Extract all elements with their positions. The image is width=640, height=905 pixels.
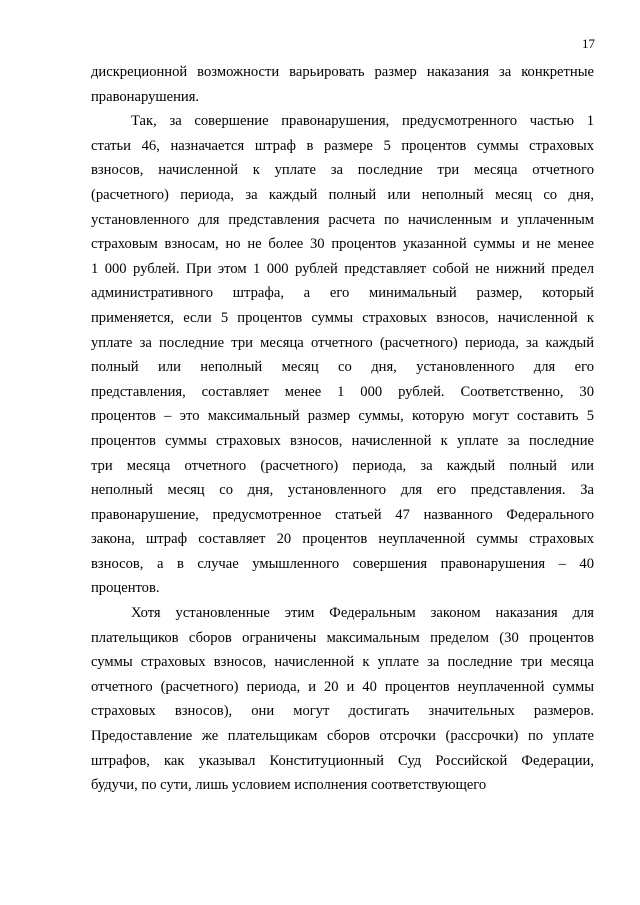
- text-line: применяется, если 5 процентов суммы страховых взносов, начисленной к: [91, 309, 594, 326]
- text-line: штрафов, как указывал Конституционный Суд Российской Федерации,: [91, 752, 594, 769]
- text-line: будучи, по сути, лишь условием исполнения соответствующего: [91, 777, 487, 794]
- paragraph: [91, 601, 594, 798]
- text-line: три месяца отчетного (расчетного) периода, за каждый полный или: [91, 457, 594, 474]
- text-line: процентов – это максимальный размер суммы, которую могут составить 5: [91, 408, 594, 425]
- page-number: 17: [582, 36, 595, 51]
- text-line: правонарушения.: [91, 88, 200, 105]
- text-line: закона, штраф составляет 20 процентов неуплаченной суммы страховых: [91, 531, 594, 548]
- text-line: статьи 46, назначается штраф в размере 5 процентов суммы страховых: [91, 137, 594, 154]
- text-line: суммы страховых взносов, начисленной к уплате за последние три месяца: [91, 654, 594, 671]
- text-line: установленного для представления расчета по начисленным и уплаченным: [91, 211, 594, 228]
- paragraph: [91, 109, 594, 601]
- text-line: процентов.: [91, 580, 160, 597]
- text-line: уплате за последние три месяца отчетного (расчетного) периода, за каждый: [91, 334, 594, 351]
- text-line: плательщиков сборов ограничены максимальным пределом (30 процентов: [91, 629, 594, 646]
- text-line: (расчетного) периода, за каждый полный или неполный месяц со дня,: [91, 186, 594, 203]
- text-line: взносов, а в случае умышленного совершения правонарушения – 40: [91, 555, 594, 572]
- text-line: представления, составляет менее 1 000 рублей. Соответственно, 30: [91, 383, 594, 400]
- text-line: процентов суммы страховых взносов, начисленной к уплате за последние: [91, 432, 594, 449]
- text-line: неполный месяц со дня, установленного для его представления. За: [91, 482, 594, 499]
- text-line: административного штрафа, а его минимальный размер, который: [91, 285, 594, 302]
- text-line: правонарушение, предусмотренное статьей 47 названного Федерального: [91, 506, 594, 523]
- text-line: 1 000 рублей. При этом 1 000 рублей представляет собой не нижний предел: [91, 260, 594, 277]
- paragraph: [91, 60, 594, 109]
- text-line: Хотя установленные этим Федеральным законом наказания для: [131, 605, 594, 622]
- text-line: взносов, начисленной к уплате за последние три месяца отчетного: [91, 162, 594, 179]
- text-line: дискреционной возможности варьировать размер наказания за конкретные: [91, 64, 594, 80]
- text-line: страховых взносов), они могут достигать значительных размеров.: [91, 703, 594, 720]
- text-line: Так, за совершение правонарушения, предусмотренного частью 1: [131, 113, 594, 130]
- text-line: полный или неполный месяц со дня, установленного для его: [91, 359, 594, 376]
- text-line: страховым взносам, но не более 30 процентов указанной суммы и не менее: [91, 236, 594, 253]
- text-line: Предоставление же плательщикам сборов отсрочки (рассрочки) по уплате: [91, 728, 594, 745]
- text-line: отчетного (расчетного) периода, и 20 и 40 процентов неуплаченной суммы: [91, 678, 594, 695]
- document-body: [91, 60, 594, 798]
